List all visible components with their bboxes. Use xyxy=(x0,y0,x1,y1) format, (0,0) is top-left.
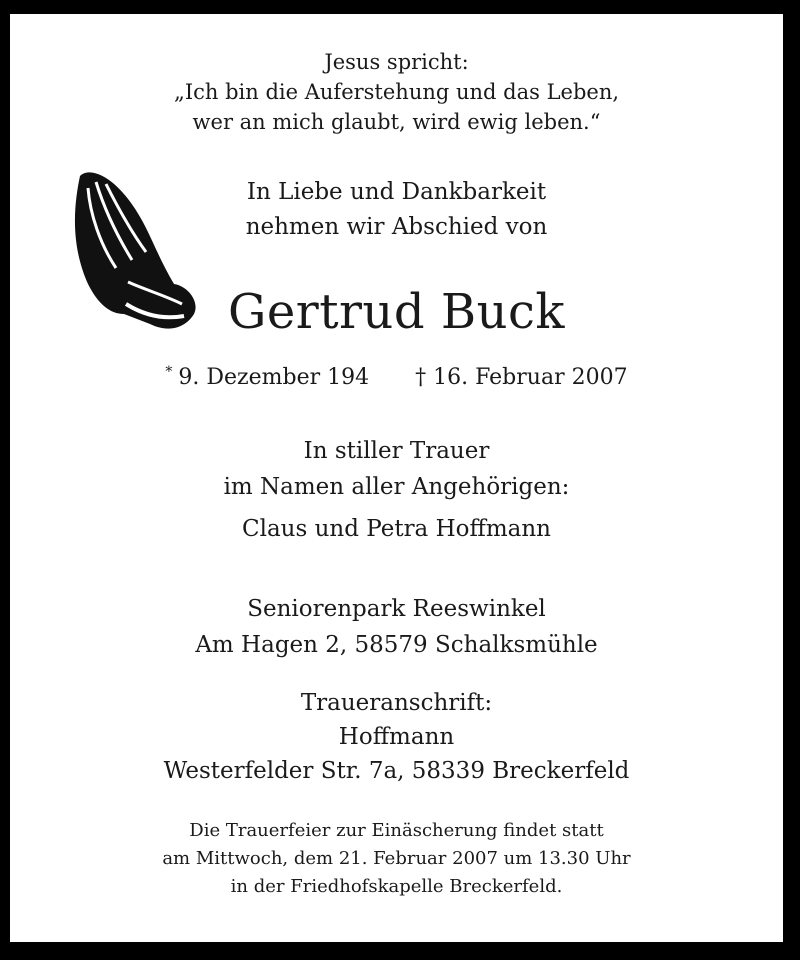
quote-line-1: „Ich bin die Auferstehung und das Leben, xyxy=(173,80,620,104)
residence-line-1: Seniorenpark Reeswinkel xyxy=(247,596,546,622)
ceremony-line-2: am Mittwoch, dem 21. Februar 2007 um 13.30 Uhr xyxy=(162,848,631,869)
birth-symbol: * xyxy=(165,364,173,380)
mourners-names: Claus und Petra Hoffmann xyxy=(242,516,551,542)
mourners-line-2: im Namen aller Angehörigen: xyxy=(223,474,570,500)
farewell-line-2: nehmen wir Abschied von xyxy=(245,214,548,240)
birth-date: 9. Dezember 194 xyxy=(178,365,370,391)
condolence-name: Hoffmann xyxy=(338,724,455,750)
condolence-address: Westerfelder Str. 7a, 58339 Breckerfeld xyxy=(163,758,630,784)
farewell-line-1: In Liebe und Dankbarkeit xyxy=(246,179,547,205)
deceased-name: Gertrud Buck xyxy=(228,284,565,340)
death-symbol: † xyxy=(415,365,427,391)
quote-intro: Jesus spricht: xyxy=(324,50,469,74)
life-dates xyxy=(10,364,783,390)
quote-line-2: wer an mich glaubt, wird ewig leben.“ xyxy=(192,110,601,134)
ceremony-line-1: Die Trauerfeier zur Einäscherung findet statt xyxy=(189,820,604,841)
condolence-label: Traueranschrift: xyxy=(300,690,493,716)
death-date: 16. Februar 2007 xyxy=(433,365,628,391)
obituary-card xyxy=(10,14,783,942)
residence-line-2: Am Hagen 2, 58579 Schalksmühle xyxy=(195,632,598,658)
ceremony-line-3: in der Friedhofskapelle Breckerfeld. xyxy=(230,876,563,897)
mourners-line-1: In stiller Trauer xyxy=(303,438,490,464)
